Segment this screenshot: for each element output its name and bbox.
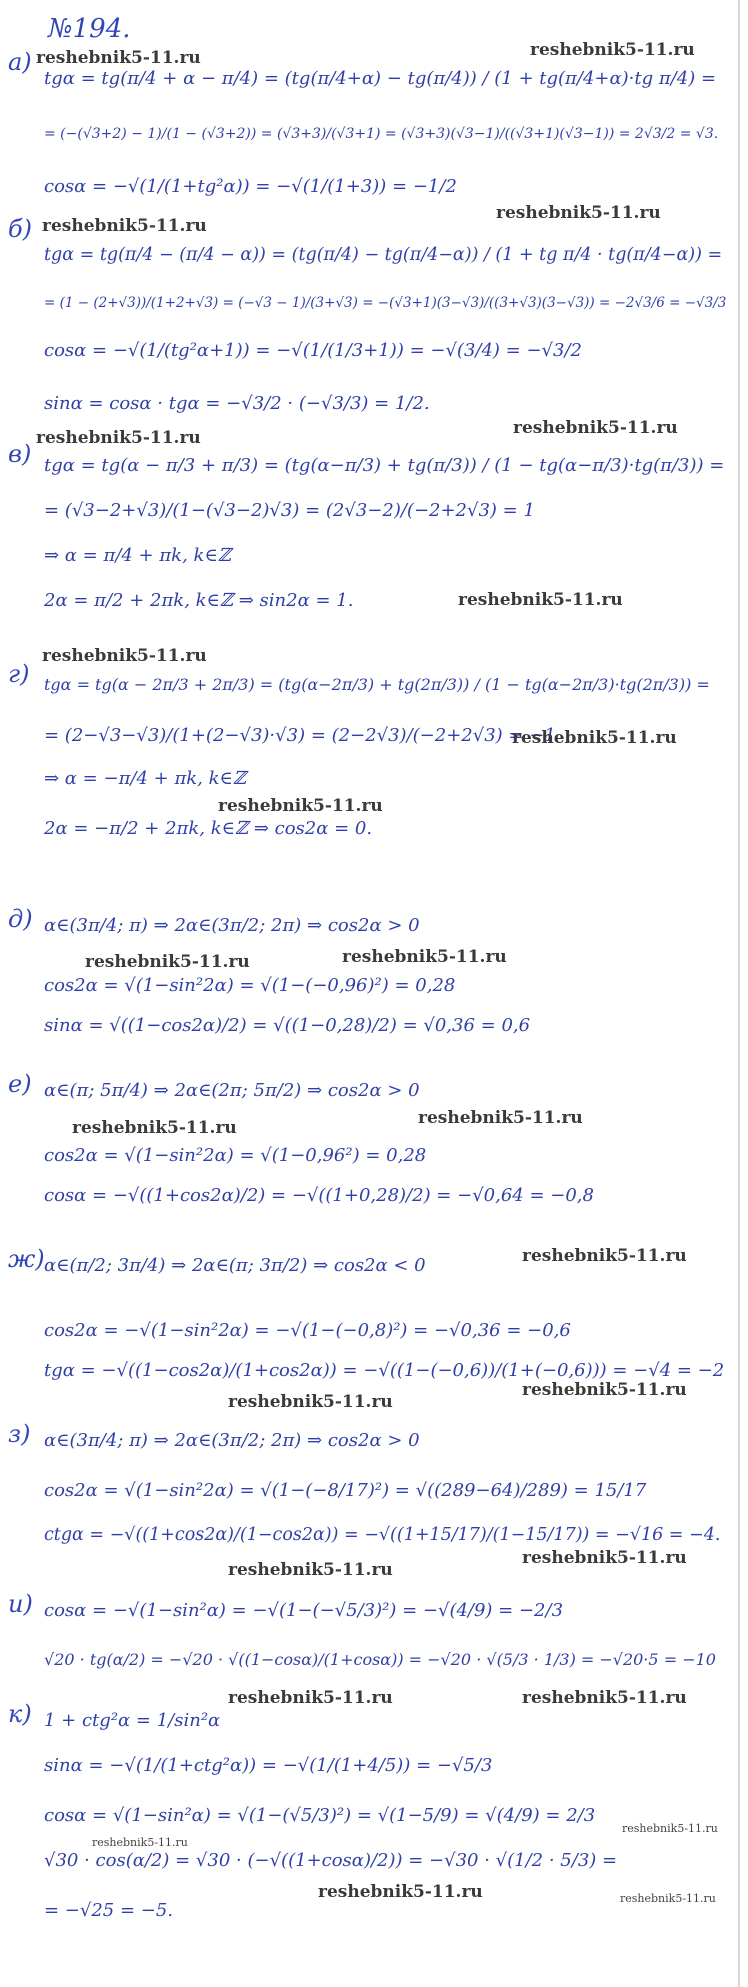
section-label: з) (8, 1420, 31, 1448)
math-line: α∈(π; 5π/4) ⇒ 2α∈(2π; 5π/2) ⇒ cos2α > 0 (44, 1080, 420, 1101)
watermark: reshebnik5-11.ru (622, 1822, 718, 1835)
math-line: cosα = −√(1/(tg²α+1)) = −√(1/(1/3+1)) = −√(3/4) = −√3/2 (44, 340, 582, 361)
problem-number: №194. (48, 14, 131, 44)
watermark: reshebnik5-11.ru (228, 1688, 393, 1708)
math-line: ⇒ α = −π/4 + πk, k∈ℤ (44, 768, 246, 789)
math-line: cos2α = √(1−sin²2α) = √(1−0,96²) = 0,28 (44, 1145, 427, 1166)
math-line: α∈(π/2; 3π/4) ⇒ 2α∈(π; 3π/2) ⇒ cos2α < 0 (44, 1255, 426, 1276)
page-margin-line (738, 0, 740, 1987)
watermark: reshebnik5-11.ru (513, 418, 678, 438)
math-line: cosα = −√(1−sin²α) = −√(1−(−√5/3)²) = −√(4/9) = −2/3 (44, 1600, 564, 1621)
watermark: reshebnik5-11.ru (522, 1548, 687, 1568)
math-line: α∈(3π/4; π) ⇒ 2α∈(3π/2; 2π) ⇒ cos2α > 0 (44, 1430, 420, 1451)
watermark: reshebnik5-11.ru (522, 1380, 687, 1400)
watermark: reshebnik5-11.ru (92, 1836, 188, 1849)
math-line: ctgα = −√((1+cos2α)/(1−cos2α)) = −√((1+15/17)/(1−15/17)) = −√16 = −4. (44, 1525, 721, 1545)
watermark: reshebnik5-11.ru (218, 796, 383, 816)
math-line: sinα = cosα · tgα = −√3/2 · (−√3/3) = 1/2. (44, 393, 430, 414)
math-line: tgα = tg(α − π/3 + π/3) = (tg(α−π/3) + tg(π/3)) / (1 − tg(α−π/3)·tg(π/3)) = (44, 455, 725, 476)
math-line: 2α = −π/2 + 2πk, k∈ℤ ⇒ cos2α = 0. (44, 818, 373, 839)
math-line: cos2α = √(1−sin²2α) = √(1−(−8/17)²) = √((289−64)/289) = 15/17 (44, 1480, 647, 1501)
math-line: tgα = −√((1−cos2α)/(1+cos2α)) = −√((1−(−0,6))/(1+(−0,6))) = −√4 = −2 (44, 1360, 725, 1381)
math-line: tgα = tg(π/4 − (π/4 − α)) = (tg(π/4) − tg(π/4−α)) / (1 + tg π/4 · tg(π/4−α)) = (44, 245, 723, 265)
section-label: к) (8, 1700, 32, 1728)
math-line: cosα = −√(1/(1+tg²α)) = −√(1/(1+3)) = −1/2 (44, 176, 457, 197)
math-line: = (√3−2+√3)/(1−(√3−2)√3) = (2√3−2)/(−2+2√3) = 1 (44, 500, 535, 521)
section-label: в) (8, 440, 32, 468)
section-label: б) (8, 215, 33, 243)
watermark: reshebnik5-11.ru (620, 1892, 716, 1905)
watermark: reshebnik5-11.ru (522, 1688, 687, 1708)
watermark: reshebnik5-11.ru (228, 1392, 393, 1412)
math-line: √20 · tg(α/2) = −√20 · √((1−cosα)/(1+cosα)) = −√20 · √(5/3 · 1/3) = −√20·5 = −10 (44, 1650, 716, 1669)
math-line: cosα = −√((1+cos2α)/2) = −√((1+0,28)/2) = −√0,64 = −0,8 (44, 1185, 594, 1206)
watermark: reshebnik5-11.ru (42, 216, 207, 236)
math-line: = −√25 = −5. (44, 1900, 174, 1921)
math-line: cos2α = √(1−sin²2α) = √(1−(−0,96)²) = 0,28 (44, 975, 456, 996)
math-line: √30 · cos(α/2) = √30 · (−√((1+cosα)/2)) = −√30 · √(1/2 · 5/3) = (44, 1850, 618, 1871)
section-label: д) (8, 905, 33, 933)
watermark: reshebnik5-11.ru (72, 1118, 237, 1138)
watermark: reshebnik5-11.ru (458, 590, 623, 610)
math-line: = (2−√3−√3)/(1+(2−√3)·√3) = (2−2√3)/(−2+2√3) = −1 (44, 725, 556, 746)
math-line: = (1 − (2+√3))/(1+2+√3) = (−√3 − 1)/(3+√3) = −(√3+1)(3−√3)/((3+√3)(3−√3)) = −2√3/6 = −√3/3 (44, 295, 727, 311)
math-line: tgα = tg(α − 2π/3 + 2π/3) = (tg(α−2π/3) + tg(2π/3)) / (1 − tg(α−2π/3)·tg(2π/3)) = (44, 675, 710, 694)
math-line: 1 + ctg²α = 1/sin²α (44, 1710, 221, 1731)
math-line: ⇒ α = π/4 + πk, k∈ℤ (44, 545, 231, 566)
watermark: reshebnik5-11.ru (342, 947, 507, 967)
math-line: 2α = π/2 + 2πk, k∈ℤ ⇒ sin2α = 1. (44, 590, 354, 611)
section-label: ж) (8, 1245, 45, 1273)
section-label: и) (8, 1590, 33, 1618)
watermark: reshebnik5-11.ru (36, 48, 201, 68)
watermark: reshebnik5-11.ru (496, 203, 661, 223)
watermark: reshebnik5-11.ru (85, 952, 250, 972)
watermark: reshebnik5-11.ru (512, 728, 677, 748)
watermark: reshebnik5-11.ru (228, 1560, 393, 1580)
watermark: reshebnik5-11.ru (522, 1246, 687, 1266)
math-line: cosα = √(1−sin²α) = √(1−(√5/3)²) = √(1−5/9) = √(4/9) = 2/3 (44, 1805, 596, 1826)
watermark: reshebnik5-11.ru (418, 1108, 583, 1128)
math-line: cos2α = −√(1−sin²2α) = −√(1−(−0,8)²) = −√0,36 = −0,6 (44, 1320, 571, 1341)
section-label: а) (8, 48, 32, 76)
math-line: sinα = √((1−cos2α)/2) = √((1−0,28)/2) = √0,36 = 0,6 (44, 1015, 531, 1036)
math-line: tgα = tg(π/4 + α − π/4) = (tg(π/4+α) − tg(π/4)) / (1 + tg(π/4+α)·tg π/4) = (44, 68, 717, 89)
math-line: α∈(3π/4; π) ⇒ 2α∈(3π/2; 2π) ⇒ cos2α > 0 (44, 915, 420, 936)
watermark: reshebnik5-11.ru (36, 428, 201, 448)
watermark: reshebnik5-11.ru (42, 646, 207, 666)
section-label: е) (8, 1070, 32, 1098)
math-line: sinα = −√(1/(1+ctg²α)) = −√(1/(1+4/5)) = −√5/3 (44, 1755, 493, 1776)
watermark: reshebnik5-11.ru (318, 1882, 483, 1902)
watermark: reshebnik5-11.ru (530, 40, 695, 60)
math-line: = (−(√3+2) − 1)/(1 − (√3+2)) = (√3+3)/(√3+1) = (√3+3)(√3−1)/((√3+1)(√3−1)) = 2√3/2 = √3. (44, 126, 719, 142)
section-label: г) (8, 660, 30, 688)
